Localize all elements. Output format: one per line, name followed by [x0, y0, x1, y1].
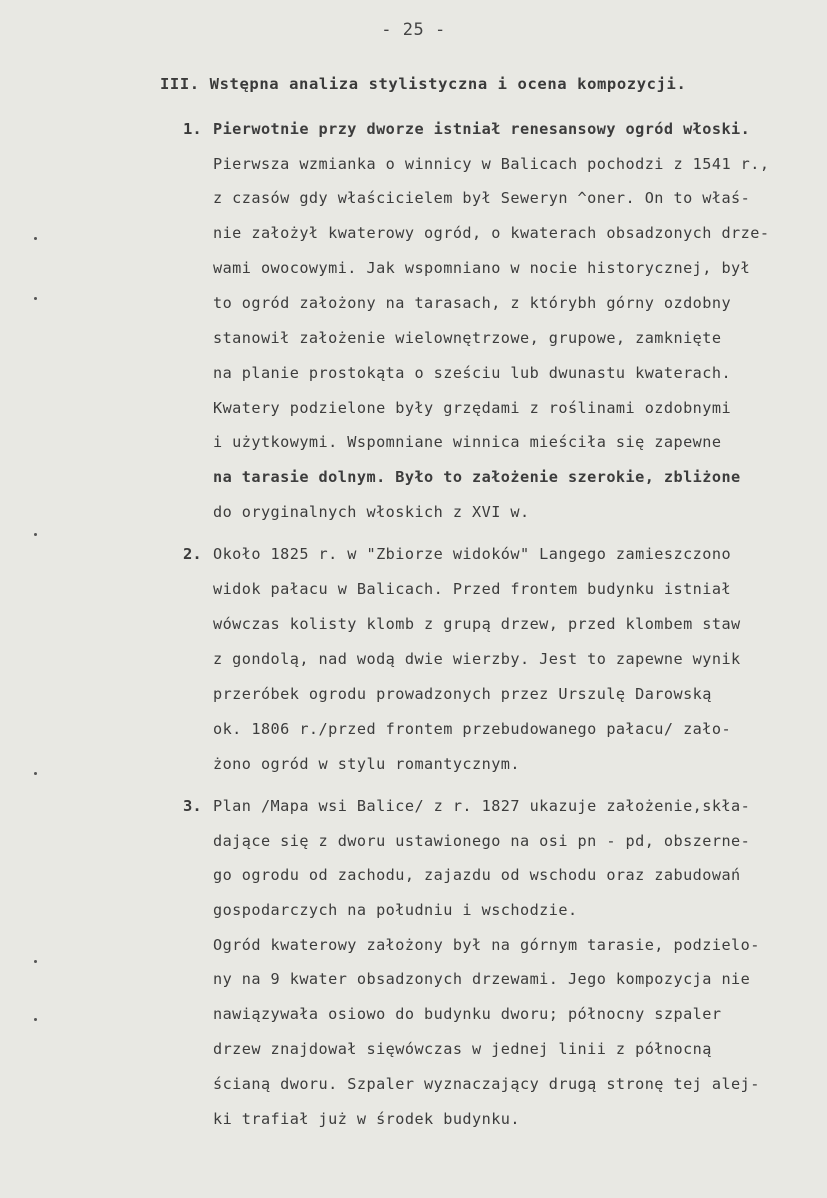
text-line: i użytkowymi. Wspomniane winnica mieściła się zapewne: [213, 433, 722, 451]
item-number: 2.: [183, 545, 202, 563]
margin-dot: [34, 772, 37, 775]
text-line: stanowił założenie wielownętrzowe, grupowe, zamknięte: [213, 329, 722, 347]
text-line: to ogród założony na tarasach, z którybh górny ozdobny: [213, 294, 732, 312]
text-line: gospodarczych na południu i wschodzie.: [213, 901, 578, 919]
text-line: nie założył kwaterowy ogród, o kwaterach obsadzonych drze-: [213, 224, 770, 242]
text-line: z czasów gdy właścicielem był Seweryn ^oner. On to właś-: [213, 189, 751, 207]
text-line: przeróbek ogrodu prowadzonych przez Urszulę Darowską: [213, 685, 712, 703]
margin-dot: [34, 1018, 37, 1021]
text-line: wami owocowymi. Jak wspomniano w nocie historycznej, był: [213, 259, 751, 277]
text-line: drzew znajdował sięwówczas w jednej linii z północną: [213, 1040, 712, 1058]
margin-dot: [34, 297, 37, 300]
item-number: 3.: [183, 797, 202, 815]
text-line: ny na 9 kwater obsadzonych drzewami. Jego kompozycja nie: [213, 970, 751, 988]
section-heading: III. Wstępna analiza stylistyczna i ocena kompozycji.: [160, 75, 687, 93]
text-line: ok. 1806 r./przed frontem przebudowanego pałacu/ zało-: [213, 720, 732, 738]
text-line: Kwatery podzielone były grzędami z roślinami ozdobnymi: [213, 399, 732, 417]
text-line: ścianą dworu. Szpaler wyznaczający drugą stronę tej alej-: [213, 1075, 760, 1093]
text-line: z gondolą, nad wodą dwie wierzby. Jest to zapewne wynik: [213, 650, 741, 668]
text-line: Plan /Mapa wsi Balice/ z r. 1827 ukazuje założenie,skła-: [213, 797, 751, 815]
text-line: do oryginalnych włoskich z XVI w.: [213, 503, 530, 521]
text-line: żono ogród w stylu romantycznym.: [213, 755, 520, 773]
text-line: wówczas kolisty klomb z grupą drzew, przed klombem staw: [213, 615, 741, 633]
text-line: na planie prostokąta o sześciu lub dwunastu kwaterach.: [213, 364, 732, 382]
page-number: - 25 -: [381, 20, 446, 40]
item-number: 1.: [183, 120, 202, 138]
margin-dot: [34, 533, 37, 536]
text-line: na tarasie dolnym. Było to założenie szerokie, zbliżone: [213, 468, 741, 486]
margin-dot: [34, 237, 37, 240]
text-line: nawiązywała osiowo do budynku dworu; północny szpaler: [213, 1005, 722, 1023]
text-line: Ogród kwaterowy założony był na górnym tarasie, podzielo-: [213, 936, 760, 954]
text-line: dające się z dworu ustawionego na osi pn - pd, obszerne-: [213, 832, 751, 850]
margin-dot: [34, 960, 37, 963]
text-line: widok pałacu w Balicach. Przed frontem budynku istniał: [213, 580, 732, 598]
text-line: ki trafiał już w środek budynku.: [213, 1110, 520, 1128]
text-line: Około 1825 r. w "Zbiorze widoków" Langego zamieszczono: [213, 545, 732, 563]
text-line: Pierwsza wzmianka o winnicy w Balicach pochodzi z 1541 r.,: [213, 155, 770, 173]
text-line: go ogrodu od zachodu, zajazdu od wschodu oraz zabudowań: [213, 866, 741, 884]
text-line: Pierwotnie przy dworze istniał renesansowy ogród włoski.: [213, 120, 751, 138]
